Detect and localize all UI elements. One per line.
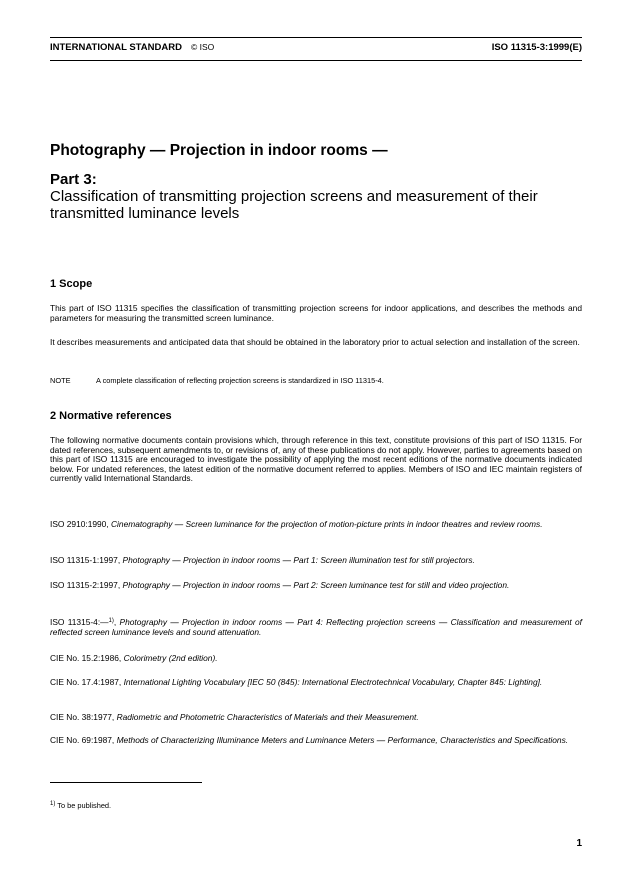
note-text: A complete classification of reflecting projection screens is standardized in ISO 11315-4. xyxy=(96,376,384,385)
footnote-ref: 1) xyxy=(108,618,114,624)
normative-references-heading: 2 Normative references xyxy=(50,410,172,422)
reference-item: ISO 11315-2:1997, Photography — Projection in indoor rooms — Part 2: Screen luminance test for still and video projection. xyxy=(50,580,510,590)
footnote-text: To be published. xyxy=(57,801,112,810)
footnote-mark: 1) xyxy=(50,801,56,807)
document-title: Photography — Projection in indoor rooms — xyxy=(50,142,388,159)
scope-heading: 1 Scope xyxy=(50,278,93,290)
header-top-rule xyxy=(50,37,582,38)
header-copyright: © ISO xyxy=(190,42,215,52)
scope-paragraph-1: This part of ISO 11315 specifies the classification of transmitting projection screens for indoor applications, and describes the methods and parameters for measuring the transmitted screen luminance. xyxy=(50,303,582,323)
running-header xyxy=(50,42,582,58)
scope-paragraph-2: It describes measurements and anticipated data that should be obtained in the laboratory prior to actual selection and installation of the screen. xyxy=(50,337,580,347)
footnote-rule xyxy=(50,782,202,783)
part-label: Part 3: xyxy=(50,171,97,188)
header-doc-type: INTERNATIONAL STANDARD © ISO xyxy=(50,42,215,53)
reference-item: ISO 11315-1:1997, Photography — Projection in indoor rooms — Part 1: Screen illumination test for still projectors. xyxy=(50,555,475,565)
header-bottom-rule xyxy=(50,60,582,61)
reference-item: ISO 2910:1990, Cinematography — Screen luminance for the projection of motion-picture prints in indoor theatres and review rooms. xyxy=(50,519,543,529)
reference-item: CIE No. 38:1977, Radiometric and Photometric Characteristics of Materials and their Measurement. xyxy=(50,712,419,722)
reference-item: CIE No. 17.4:1987, International Lighting Vocabulary [IEC 50 (845): International Electrotechnical Vocabulary, Chapter 845: Lighting]. xyxy=(50,677,543,687)
header-doc-number: ISO 11315-3:1999(E) xyxy=(491,42,582,53)
reference-item: CIE No. 15.2:1986, Colorimetry (2nd edition). xyxy=(50,653,218,663)
normative-references-intro: The following normative documents contain provisions which, through reference in this text, constitute provisions of this part of ISO 11315. For dated references, subsequent amendments to, or revisions of, any of these publications do not apply. However, parties to agreements based on this part of ISO 11315 are encouraged to investigate the possibility of applying the most recent editions of the normative documents indicated below. For undated references, the latest edition of the normative document referred to applies. Members of ISO and IEC maintain registers of currently valid International Standards. xyxy=(50,435,582,484)
reference-item: ISO 11315-4:—$^{1)}$, Photography — Projection in indoor rooms — Part 4: Reflecting projection screens — Classification and measurement of reflected screen luminance levels and sound attenuation. xyxy=(50,617,582,637)
note-label: NOTE xyxy=(50,376,71,385)
scope-note xyxy=(50,376,582,385)
part-subtitle: Classification of transmitting projection screens and measurement of their transmitted luminance levels xyxy=(50,188,538,222)
page-number: 1 xyxy=(576,838,582,849)
reference-item: CIE No. 69:1987, Methods of Characterizing Illuminance Meters and Luminance Meters — Performance, Characteristics and Specifications. xyxy=(50,735,569,745)
footnote xyxy=(50,801,111,810)
